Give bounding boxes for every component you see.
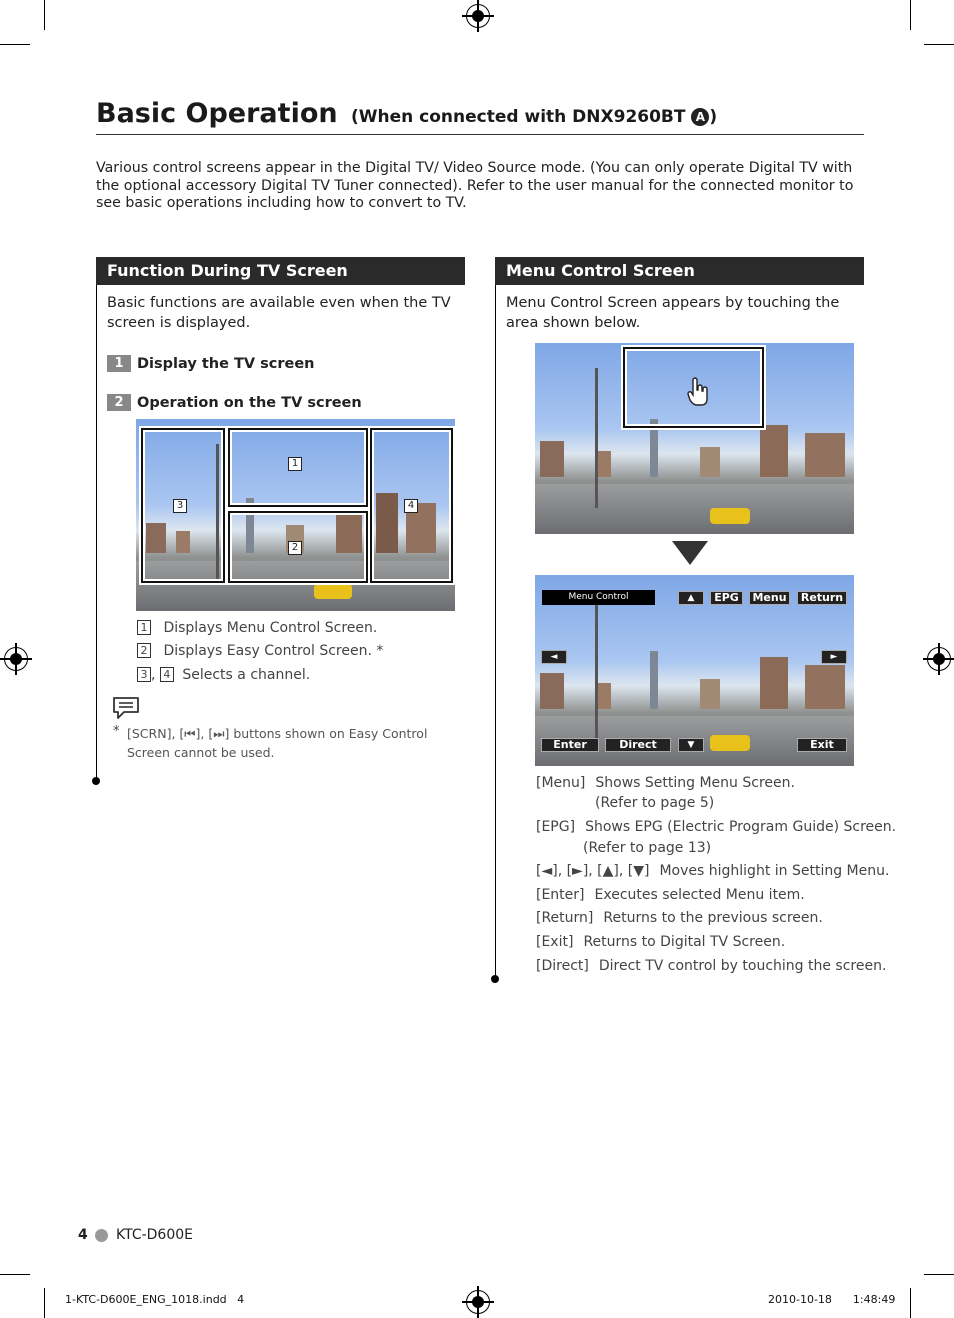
section-heading-function: Function During TV Screen (96, 257, 465, 285)
direct-button[interactable]: Direct (605, 738, 671, 752)
registration-mark-icon (927, 647, 951, 671)
key-reference: (Refer to page 5) (595, 795, 715, 811)
right-button[interactable]: ► (821, 650, 847, 664)
menu-button[interactable]: Menu (749, 591, 790, 605)
key-description-exit: [Exit] Returns to Digital TV Screen. (536, 934, 786, 950)
legend-item: 2 Displays Easy Control Screen. * (137, 643, 383, 659)
down-arrow-icon (672, 541, 708, 565)
area-tag-3: 3 (173, 499, 187, 513)
enter-button[interactable]: Enter (541, 738, 599, 752)
right-description: Menu Control Screen appears by touching the area shown below. (506, 295, 840, 331)
registration-mark-icon (466, 4, 490, 28)
hand-pointer-icon (683, 377, 713, 407)
model-name: KTC-D600E (116, 1227, 193, 1243)
registration-mark-icon (4, 647, 28, 671)
legend-item: 1 Displays Menu Control Screen. (137, 620, 377, 636)
section-end-bullet (92, 777, 100, 785)
step-label: Operation on the TV screen (137, 395, 362, 411)
title-subtitle: (When connected with DNX9260BT A ) (351, 107, 718, 127)
down-button[interactable]: ▼ (678, 738, 704, 752)
key-description-direct: [Direct] Direct TV control by touching the screen. (536, 958, 887, 974)
legend-item: 3 , 4 Selects a channel. (137, 667, 310, 683)
footnote-text: [SCRN], [⏮], [⏭] buttons shown on Easy Control Screen cannot be used. (127, 726, 428, 760)
menu-control-label: Menu Control (542, 590, 655, 605)
badge-a-icon: A (691, 108, 709, 126)
area-tag-4: 4 (404, 499, 418, 513)
crop-mark (44, 1288, 45, 1318)
crop-mark (924, 1274, 954, 1275)
section-rule-right (495, 285, 496, 980)
exit-button[interactable]: Exit (797, 738, 847, 752)
left-description: Basic functions are available even when the TV screen is displayed. (107, 295, 451, 331)
crop-mark (910, 1288, 911, 1318)
left-button[interactable]: ◄ (541, 650, 567, 664)
return-button[interactable]: Return (797, 591, 847, 605)
key-description-epg: [EPG] Shows EPG (Electric Program Guide) Screen. (536, 819, 897, 835)
crop-mark (924, 44, 954, 45)
footnote-mark: * (113, 724, 120, 739)
crop-mark (910, 0, 911, 30)
crop-mark (44, 0, 45, 30)
crop-mark (0, 44, 30, 45)
title-rule (96, 134, 864, 135)
area-tag-2: 2 (288, 541, 302, 555)
note-icon (111, 695, 141, 721)
footer-dot-icon (95, 1229, 108, 1242)
title-main: Basic Operation (96, 98, 338, 129)
up-button[interactable]: ▲ (678, 591, 704, 605)
step-number: 2 (107, 394, 131, 411)
section-end-bullet (491, 975, 499, 983)
key-description-enter: [Enter] Executes selected Menu item. (536, 887, 805, 903)
step-1 (107, 355, 315, 372)
key-description-arrows: [◄], [►], [▲], [▼] Moves highlight in Setting Menu. (536, 863, 890, 879)
step-label: Display the TV screen (137, 356, 315, 372)
section-rule-left (96, 285, 97, 781)
step-2 (107, 394, 362, 411)
step-number: 1 (107, 355, 131, 372)
epg-button[interactable]: EPG (710, 591, 743, 605)
area-tag-1: 1 (288, 457, 302, 471)
print-slug-date: 2010-10-18 1:48:49 (768, 1293, 896, 1306)
registration-mark-icon (466, 1290, 490, 1314)
page-number: 4 (78, 1227, 88, 1243)
key-description-return: [Return] Returns to the previous screen. (536, 910, 823, 926)
key-reference: (Refer to page 13) (583, 840, 712, 856)
crop-mark (0, 1274, 30, 1275)
section-heading-menu-control: Menu Control Screen (495, 257, 864, 285)
page-title (96, 98, 717, 129)
key-description-menu: [Menu] Shows Setting Menu Screen. (536, 775, 795, 791)
intro-paragraph: Various control screens appear in the Digital TV/ Video Source mode. (You can only operate Digital TV with the optional accessory Digital TV Tuner connected). Refer to the user manual for the connected monitor to see basic operations including how to convert to TV. (96, 160, 854, 211)
print-slug-file: 1-KTC-D600E_ENG_1018.indd 4 (65, 1293, 245, 1306)
